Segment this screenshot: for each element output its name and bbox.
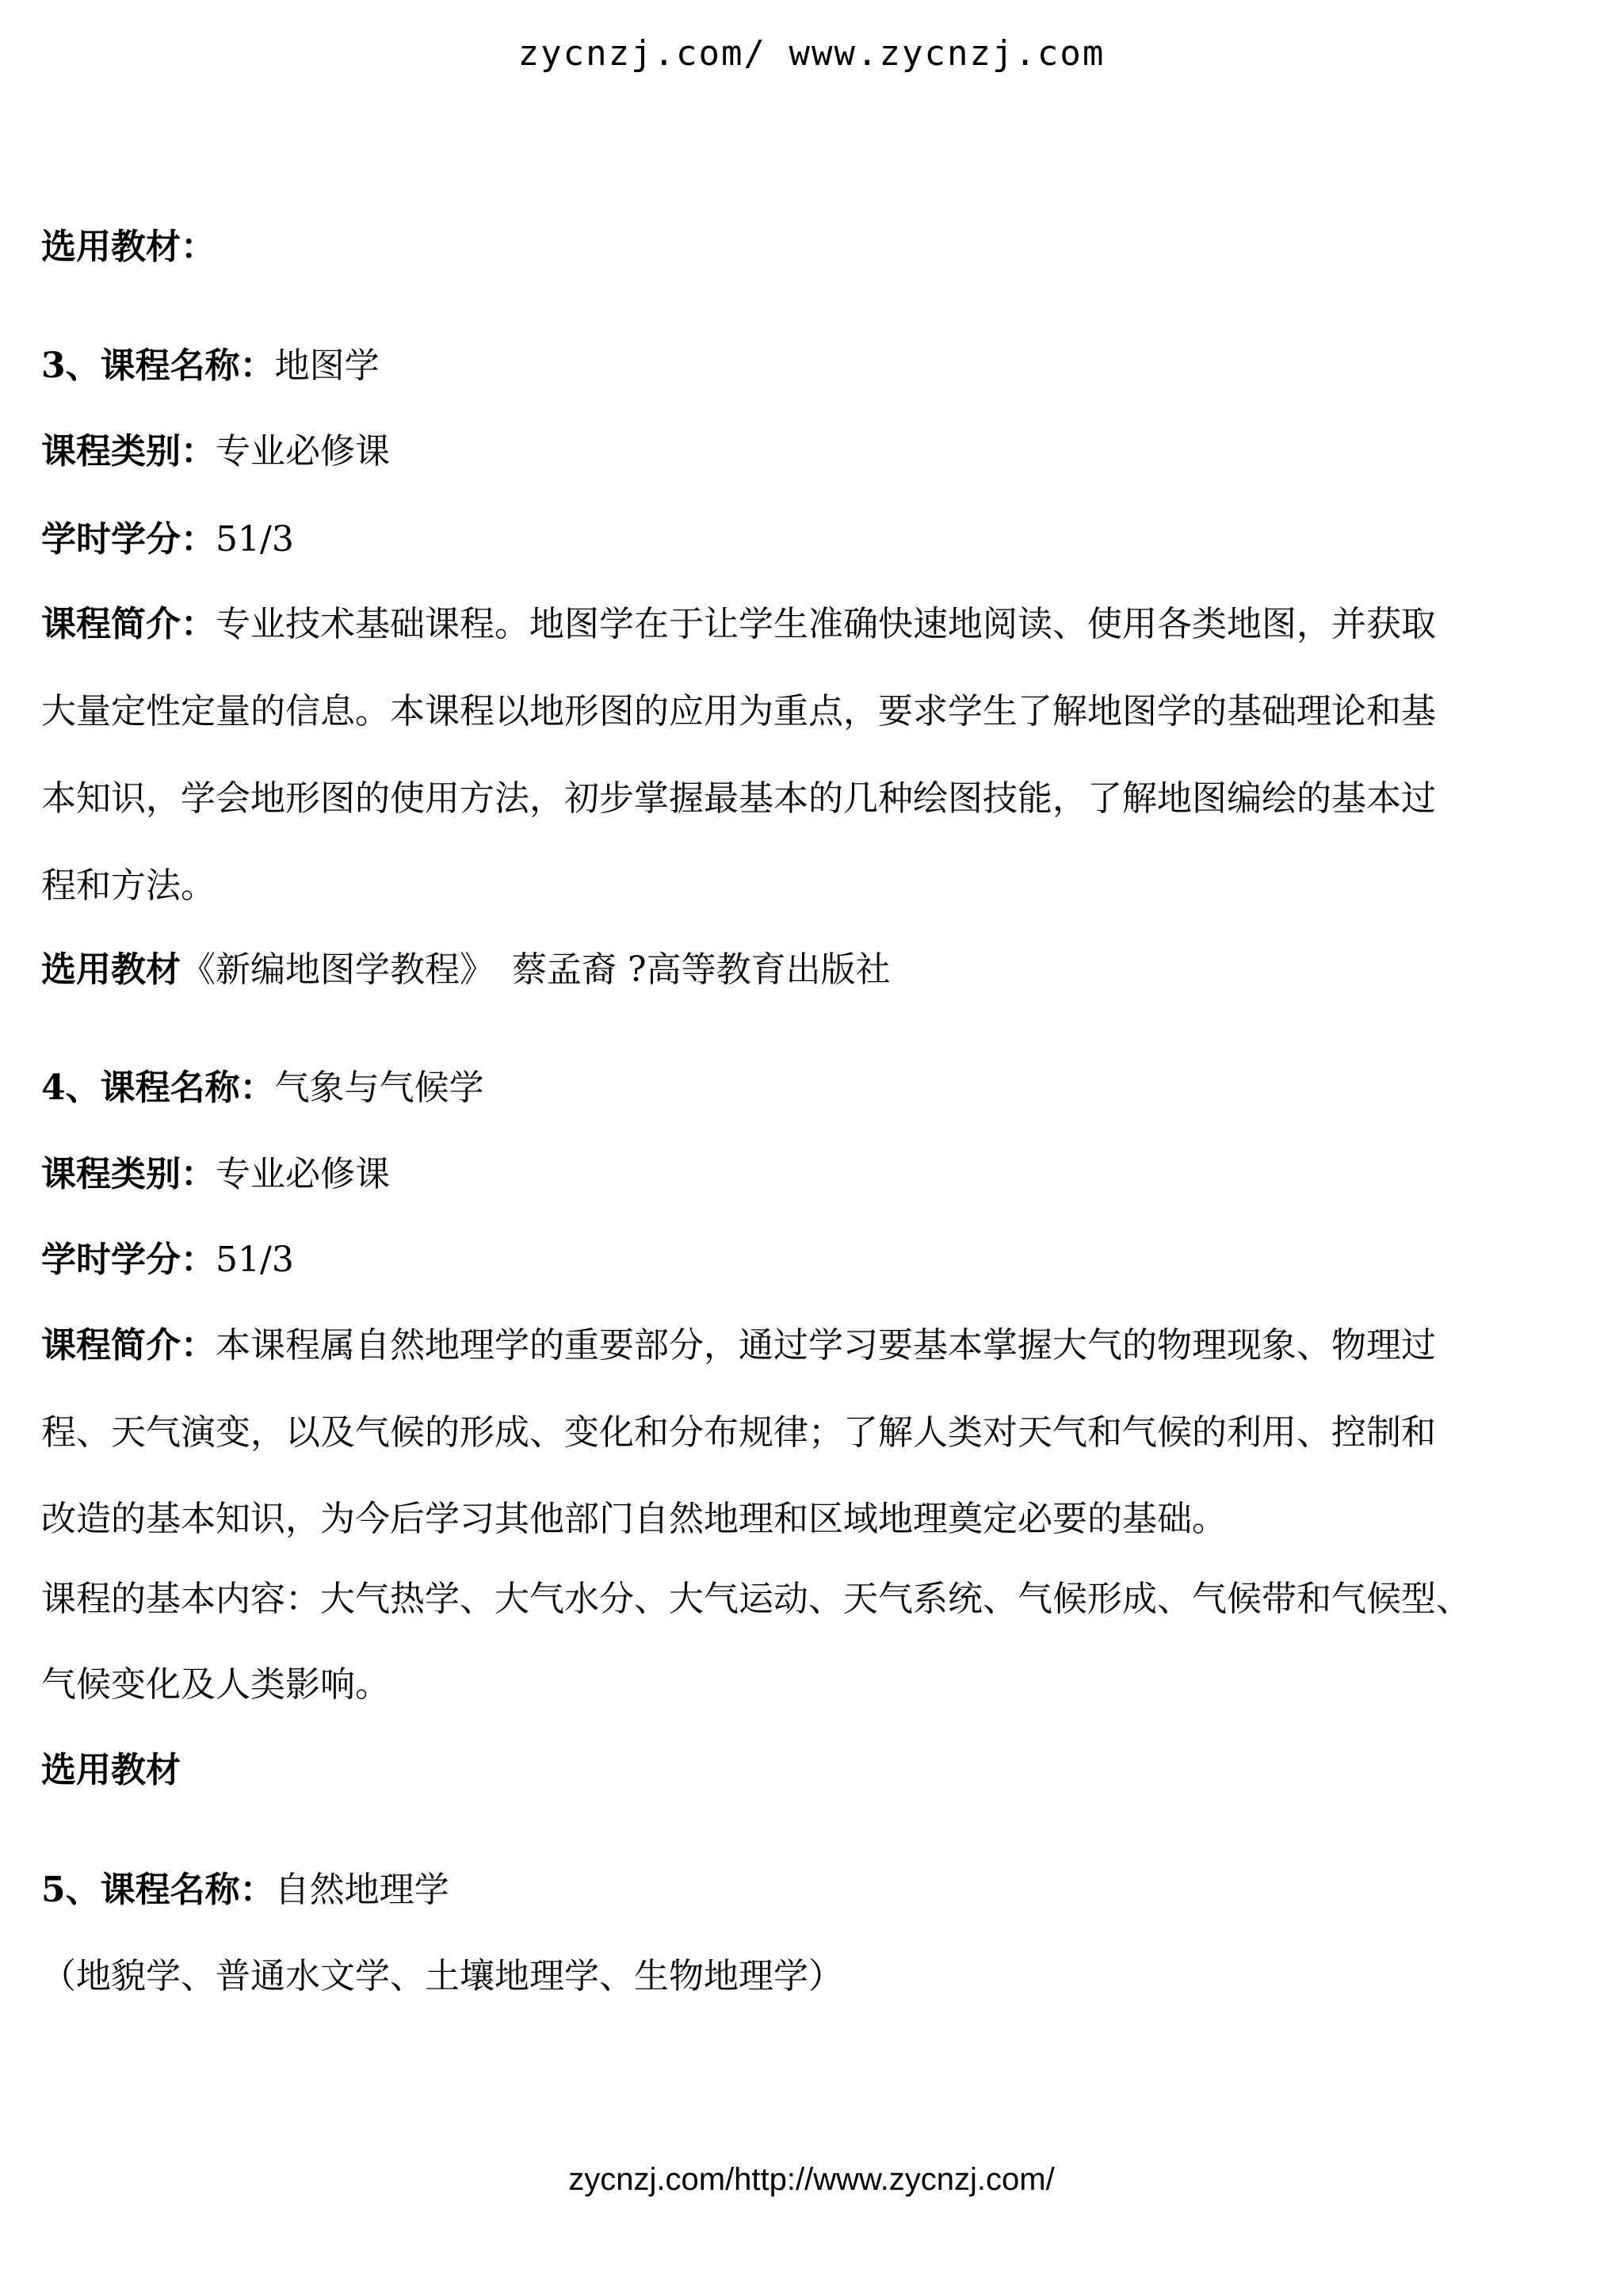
course-4-intro-line-3 xyxy=(41,1496,1594,1543)
course-name-value: 气象与气候学 xyxy=(274,1068,484,1108)
textbook-label: 选用教材： xyxy=(41,227,216,267)
course-hours-value: 51/3 xyxy=(216,519,294,560)
course-category-label: 课程类别： xyxy=(41,1154,216,1194)
course-subjects-text: （地貌学、普通水文学、土壤地理学、生物地理学） xyxy=(41,1956,843,1996)
course-name-label: 3、课程名称： xyxy=(41,346,275,386)
course-4-content-line-2 xyxy=(41,1661,1594,1709)
course-4-intro-line-1 xyxy=(41,1322,1594,1370)
textbook-value: 《新编地图学教程》 蔡孟裔 ?高等教育出版社 xyxy=(181,949,891,990)
course-intro-label: 课程简介： xyxy=(41,1325,216,1366)
course-name-label: 4、课程名称： xyxy=(41,1068,275,1108)
course-5-name-line xyxy=(41,1866,1594,1914)
course-name-value: 自然地理学 xyxy=(274,1870,449,1910)
course-4-intro-line-2 xyxy=(41,1409,1594,1457)
course-3-intro-line-1 xyxy=(41,601,1594,648)
page-footer: zycnzj.com/http://www.zycnzj.com/ xyxy=(568,2162,1055,2197)
course-4-textbook-line xyxy=(41,1747,1594,1794)
course-3-textbook-line xyxy=(41,946,1594,994)
textbook-label: 选用教材 xyxy=(41,1750,181,1790)
course-hours-label: 学时学分： xyxy=(41,1240,216,1280)
course-4-category-line xyxy=(41,1151,1594,1198)
course-category-value: 专业必修课 xyxy=(216,1154,390,1194)
course-intro-label: 课程简介： xyxy=(41,604,216,644)
course-intro-text: 专业技术基础课程。地图学在于让学生准确快速地阅读、使用各类地图，并获取 xyxy=(216,604,1436,644)
course-5-subjects-line xyxy=(41,1953,1594,2000)
course-intro-text: 改造的基本知识，为今后学习其他部门自然地理和区域地理奠定必要的基础。 xyxy=(41,1499,1227,1539)
course-intro-text: 本课程属自然地理学的重要部分，通过学习要基本掌握大气的物理现象、物理过 xyxy=(216,1325,1436,1366)
course-3-hours-line xyxy=(41,516,1594,563)
course-intro-text: 大量定性定量的信息。本课程以地形图的应用为重点，要求学生了解地图学的基础理论和基 xyxy=(41,691,1436,732)
course-content-text: 课程的基本内容：大气热学、大气水分、大气运动、天气系统、气候形成、气候带和气候型、 xyxy=(41,1579,1471,1619)
course-name-value: 地图学 xyxy=(274,346,380,386)
course-3-name-line xyxy=(41,342,1594,390)
course-4-content-line-1 xyxy=(41,1576,1594,1623)
course-hours-label: 学时学分： xyxy=(41,519,216,560)
course-name-label: 5、课程名称： xyxy=(41,1870,275,1910)
course-category-value: 专业必修课 xyxy=(216,431,390,472)
course-intro-text: 本知识，学会地形图的使用方法，初步掌握最基本的几种绘图技能，了解地图编绘的基本过 xyxy=(41,778,1436,819)
course-3-intro-line-3 xyxy=(41,775,1594,823)
course-intro-text: 程、天气演变，以及气候的形成、变化和分布规律；了解人类对天气和气候的利用、控制和 xyxy=(41,1412,1436,1453)
course-4-name-line xyxy=(41,1064,1594,1112)
textbook-label: 选用教材 xyxy=(41,949,181,990)
page-header: zycnzj.com/ www.zycnzj.com xyxy=(517,33,1106,74)
course-intro-text: 程和方法。 xyxy=(41,865,216,906)
course-4-hours-line xyxy=(41,1236,1594,1284)
course-category-label: 课程类别： xyxy=(41,431,216,472)
course-3-category-line xyxy=(41,428,1594,476)
course-3-intro-line-4 xyxy=(41,862,1594,910)
course-3-intro-line-2 xyxy=(41,688,1594,735)
textbook-line-1 xyxy=(41,223,1594,271)
course-content-text: 气候变化及人类影响。 xyxy=(41,1664,390,1705)
course-hours-value: 51/3 xyxy=(216,1240,294,1280)
